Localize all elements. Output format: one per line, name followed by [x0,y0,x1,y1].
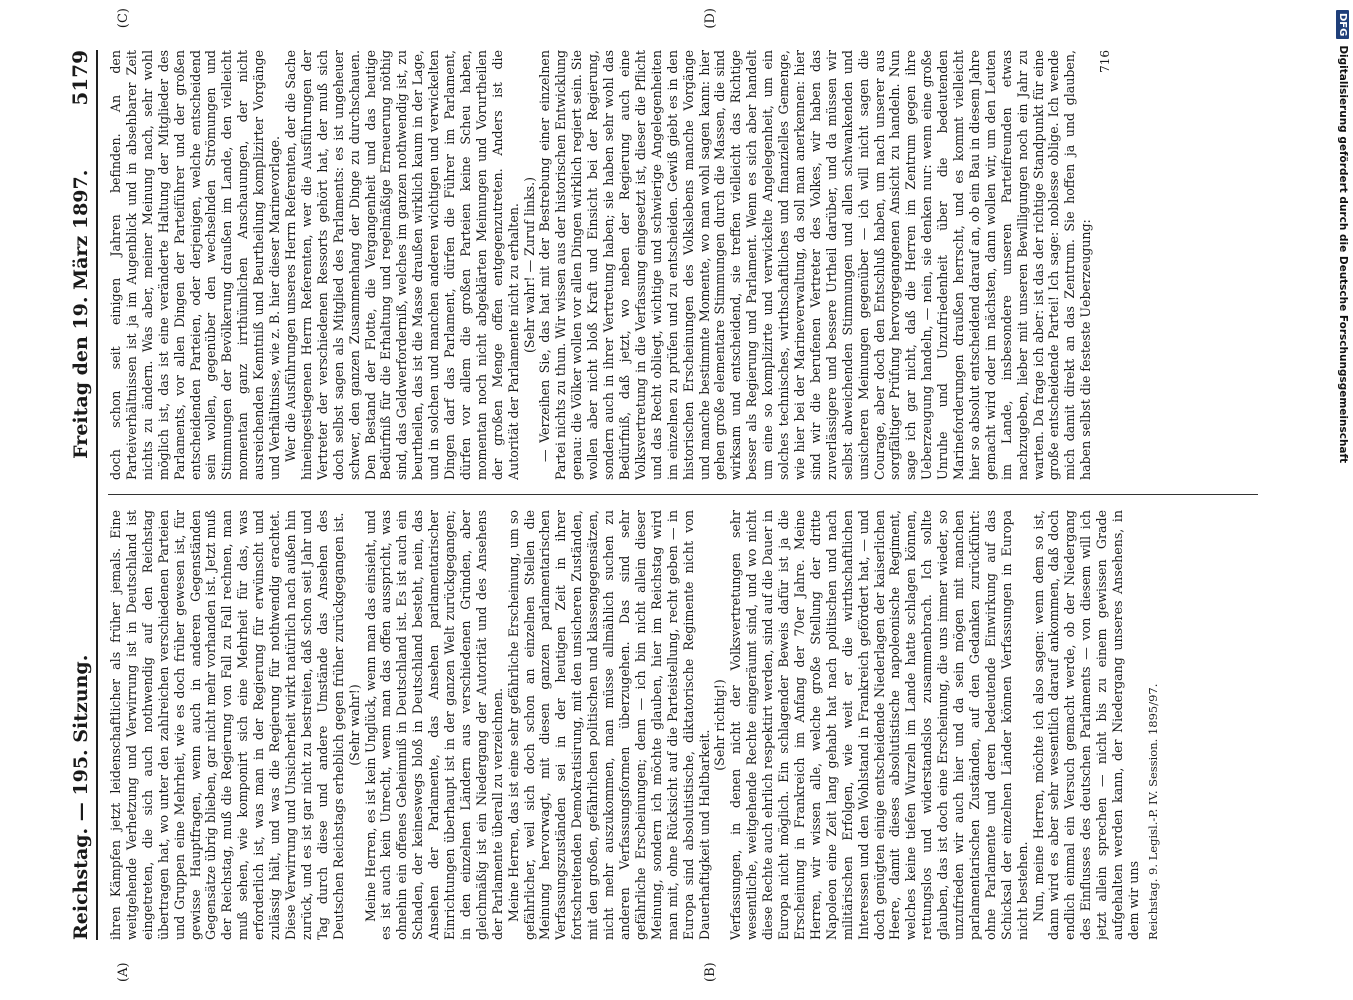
paragraph: Meine Herren, das ist eine sehr gefährliche Erscheinung, um so gefährlicher, weil sich doch schon an einzelnen Stellen die Meinung hervorwagt, mit diesen ganzen parlamentarischen Verfassungszuständen sei in der heutigen Zeit in ihrer fortschreitenden Demokratisirung, mit den unsicheren Zuständen, mit den großen, gefährlichen politischen und klassengegensätzen, nicht mehr auszukommen, man müsse allmählich suchen zu anderen Verfassungsformen überzugehen. Das sind sehr gefährliche Erscheinungen; denn — ich bin nicht allein dieser Meinung, sondern ich möchte glauben, hier im Reichstag wird man mit, ohne Rücksicht auf die Parteistellung, recht geben — in Europa sind absolutistische, diktatorische Regimente nicht von Dauerhaftigkeit und Haltbarkeit. [505,510,712,940]
paragraph: Nun, meine Herren, möchte ich also sagen: wenn dem so ist, dann wird es aber sehr wesentlich darauf ankommen, daß doch endlich einmal ein Versuch gemacht werde, ob der Niedergang des Einflusses des deutschen Parlaments — von diesem will ich jetzt allein sprechen — nicht bis zu einem gewissen Grade aufgehalten werden kann, der Niedergang unseres Ansehens, in dem wir uns [1030,510,1141,940]
left-column-text [108,510,1228,940]
paragraph: — Verzeihen Sie, das hat mit der Bestrebung einer einzelnen Partei nichts zu thun. Wir wissen aus der historischen Entwicklung genau: die Völker wollen vor allen Dingen wirklich regiert sein. Sie wollen aber nicht bloß Kraft und Einsicht bei der Regierung, sondern auch in ihrer Vertretung haben; sie haben sehr wohl das Bedürfniß, daß jetzt, wo neben der Regierung auch eine Volksvertretung in die Verfassung eingesetzt ist, dieser die Pflicht und das Recht obliegt, wichtige und schwierige Angelegenheiten im einzelnen zu prüfen und zu entscheiden. Gewiß giebt es in den historischen Erscheinungen des Volkslebens manche Vorgänge und manche bestimmte Momente, wo man wohl sagen kann: hier gehen große elementare Stimmungen durch die Massen, die sind wirksam und entscheidend, sie treffen vielleicht das Richtige besser als Regierung und Parlament. Wenn es sich aber handelt um eine so komplizirte und verwickelte Angelegenheit, um ein solches technisches, wirthschaftliches und finanzielles Gemenge, wie hier bei der Marineverwaltung, da soll man anerkennen: hier sind wir die berufenen Vertreter des Volkes, wir haben das zuverlässigere und bessere Urtheil darüber, und da müssen wir selbst abweichenden Stimmungen und allen schwankenden und unsicheren Meinungen gegenüber — ich will nicht sagen die Courage, aber doch den Entschluß haben, um nach unserer aus sorgfältiger Prüfung hervorgegangenen Ansicht zu handeln. Nun sage ich gar nicht, daß die Herren im Zentrum gegen ihre Ueberzeugung handeln, — nein, sie denken nur: wenn eine große Unruhe und Unzufriedenheit über die bedeutenden Marineforderungen draußen herrscht, und es kommt vielleicht hier so absolut entscheidend darauf an, ob ein Bau in diesem Jahre gemacht wird oder im nächsten, dann wollen wir, um den Leuten im Lande, insbesondere unseren Parteifreunden etwas nachzugeben, lieber mit unseren Bewilligungen noch ein Jahr zu warten. Da frage ich aber: ist das der richtige Standpunkt für eine große entscheidende Partei! Ich sage: noblesse oblige. Ich wende mich damit direkt an das Zentrum. Sie hoffen ja und glauben, haben selbst die festeste Ueberzeugung: [537,50,1094,480]
left-column [108,510,1258,982]
margin-marker-a: (A) [116,962,131,982]
margin-marker-c: (C) [116,8,131,29]
paragraph: Meine Herren, es ist kein Unglück, wenn man das einsieht, und es ist auch kein Unrecht, wenn man das offen ausspricht, was ohnehin ein offenes Geheimniß in Deutschland ist. Es ist auch ein Schaden, der keineswegs bloß in Deutschland besteht, nein, das Ansehen der Parlamente, das Ansehen parlamentarischer Einrichtungen überhaupt ist in der ganzen Welt zurückgegangen; in den einzelnen Ländern aus verschiedenen Gründen, aber gleichmäßig ist ein Niedergang der Autorität und des Ansehens der Parlamente überall zu verzeichnen. [362,510,505,940]
header-date: Freitag den 19. März 1897. [70,169,92,459]
left-column-footer: Reichstag. 9. Legisl.-P. IV. Session. 1895/97. [1145,683,1160,940]
interjection: (Sehr wahr!) [346,684,362,766]
column-divider [108,494,1258,495]
paragraph: doch schon seit einigen Jahren befinden. An den Parteiverhältnissen ist ja im Augenblick und in absehbarer Zeit nichts zu ändern. Was aber, meiner Meinung nach, sehr wohl möglich ist, das ist eine veränderte Haltung der Mitglieder des Parlaments, vor allen Dingen der Parteiführer und der großen entscheidenden Parteien, oder derjenigen, welche entscheidend sein wollen, gegenüber den wechselnden Strömungen und Stimmungen der Bevölkerung draußen im Lande, den vielleicht momentan ganz irrthümlichen Anschauungen, der nicht ausreichenden Kenntniß und Beurtheilung komplizirter Vorgänge und Verhältnisse, wie z. B. hier dieser Marinevorlage. [108,50,283,480]
right-column [108,8,1258,480]
paragraph: Wer die Ausführungen unseres Herrn Referenten, der die Sache hineingestiegenen Herrn Referenten, wer die Ausführungen der Vertreter der verschiedenen Ressorts gehört hat, der muß sich doch selbst sagen als Mitglied des Parlaments: es ist ungeheuer schwer, den ganzen Zusammenhang der Dinge zu durchschauen. Den Bestand der Flotte, die Vergangenheit und das heutige Bedürfniß für die Erhaltung und regelmäßige Erneuerung nöthig sind, das Geldwerforderniß, welches im ganzen nothwendig ist, zu beurtheilen, das ist die Masse draußen wirklich kaum in der Lage, und in solchen und manchen anderen wichtigen und verwickelten Dingen darf das Parlament, dürfen die Führer im Parlament, dürfen vor allem die großen Parteien keine Scheu haben, momentan noch nicht abgeklärten Meinungen und Vorurtheilen der großen Menge offen entgegenzutreten. Anders ist die Autorität der Parlamente nicht zu erhalten. [282,50,521,480]
paragraph: ihren Kämpfen jetzt leidenschaftlicher als früher jemals. Eine weitgehende Verhetzung und Verwirrung ist in Deutschland ist eingetreten, die sich auch nothwendig auf den Reichstag übertragen hat, wo unter den zahlreichen verschiedenen Parteien und Gruppen eine Mehrheit, wie es doch früher gewesen ist, für gewisse Hauptfragen, wenn auch in anderen Gegenständen Gegensätze übrig blieben, gar nicht mehr vorhanden ist. Jetzt muß der Reichstag, muß die Regierung von Fall zu Fall rechnen, man muß sehen, wie komponirt sich eine Mehrheit für das, was erforderlich ist, was man in der Regierung für erwünscht und zulässig hält, und was die Regierung für nothwendig erachtet. Diese Verwirrung und Unsicherheit wirkt natürlich nach außen hin zurück, und es ist gar nicht zu bestreiten, daß schon seit Jahr und Tag durch diese und andere Umstände das Ansehen des Deutschen Reichstags erheblich gegen früher zurückgegangen ist. [108,510,346,940]
margin-marker-d: (D) [703,8,718,29]
interjection: (Sehr wahr! — Zuruf links.) [521,176,537,354]
page-number: 5179 [68,49,92,106]
digitization-credit [1336,10,1350,990]
right-column-footer: 716 [1098,50,1113,73]
header-session-title: Reichstag. — 195. Sitzung. [70,654,92,940]
text-columns [108,8,1258,982]
margin-marker-b: (B) [703,962,718,982]
paragraph: Verfassungen, in denen nicht der Volksvertretungen sehr wesentliche, weitgehende Rechte eingeräumt sind, und wo nicht diese Rechte auch ehrlich respektirt werden, sind auf die Dauer in Europa nicht möglich. Ein schlagender Beweis dafür ist ja die Erscheinung in Frankreich im Anfang der 70er Jahre. Meine Herren, wir wissen alle, welche große Stellung der dritte Napoleon eine Zeit lang gehabt hat nach politischen und nach militärischen Erfolgen, wie weit er die wirthschaftlichen Interessen und den Wohlstand in Frankreich gefördert hat, — und doch genügten einige entscheidende Niederlagen der kaiserlichen Heere, damit dieses absolutistische napoleonische Regiment, welches keine tiefen Wurzeln im Lande hatte schlagen können, rettungslos und widerstandslos zusammenbrach. Ich sollte glauben, das ist doch eine Erscheinung, die uns immer wieder, so unzufrieden wir auch hier und da sein mögen mit manchen parlamentarischen Zuständen, auf den Gedanken zurückführt: ohne Parlamente und deren bedeutende Einwirkung auf das Schicksal der einzelnen Länder können Verfassungen in Europa nicht bestehen. [728,510,1030,940]
interjection: (Sehr richtig!) [712,679,728,771]
right-column-text [108,50,1228,480]
credit-text: Digitalisierung gefördert durch die Deutsche Forschungsgemeinschaft [1337,45,1349,464]
page-header [58,50,98,940]
dfg-logo: DFG [1337,10,1350,39]
